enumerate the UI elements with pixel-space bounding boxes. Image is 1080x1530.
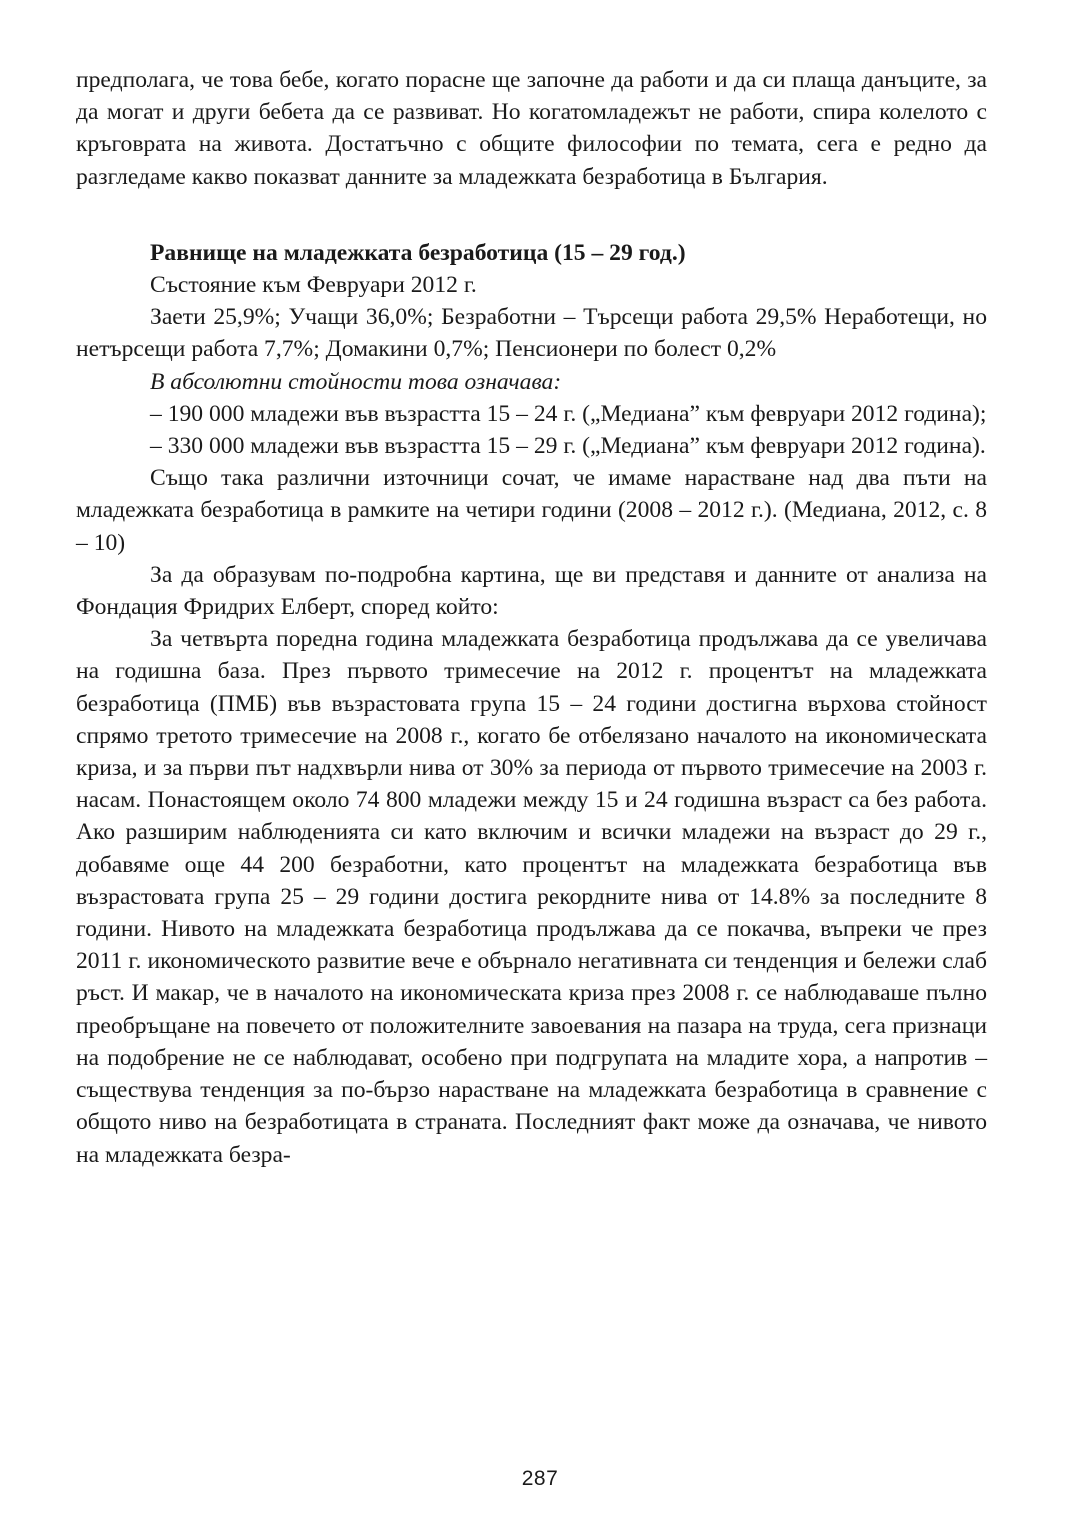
paragraph-absolute-values-lead: В абсолютни стойности това означава: bbox=[150, 368, 562, 395]
paragraph-fes-intro: За да образувам по-подробна картина, ще ви представя и данните от анализа на Фондация Фридрих Елберт, според който: bbox=[76, 561, 987, 621]
list-item-15-29: – 330 000 младежи във възрастта 15 – 29 г. („Медиана” към февруари 2012 година). bbox=[150, 433, 986, 460]
paragraph-status-date: Състояние към Февруари 2012 г. bbox=[150, 272, 477, 299]
paragraph-intro: предполага, че това бебе, когато порасне ще започне да работи и да си плаща данъците, за да могат и други бебета да се развиват. Но когатомладежът не работи, спира колелото с кръговрата на живота. Достатъчно с общите философии по темата, сега е редно да разгледаме какво показват данните за младежката безработица в България. bbox=[76, 67, 987, 190]
page-number: 287 bbox=[521, 1467, 559, 1490]
paragraph-fes-analysis: За четвърта поредна година младежката безработица продължава да се увеличава на годишна база. През първото тримесечие на 2012 г. процентът на младежката безработица (ПМБ) във възрастовата група 15 – 24 години достигна върхова стойност спрямо третото тримесечие на 2008 г., когато бе отбелязано началото на икономическата криза, и за първи път надхвърли нива от 30% за периода от първото тримесечие на 2003 г. насам. Понастоящем около 74 800 младежи между 15 и 24 годишна възраст са без работа. Ако разширим наблюденията си като включим и всички младежи на възраст до 29 г., добавяме още 44 200 безработни, като процентът на младежката безработица във възрастовата група 25 – 29 години достига рекордните нива от 14.8% за последните 8 години. Нивото на младежката безработица продължава да се покачва, въпреки че през 2011 г. икономическото развитие вече е обърнало негативната си тенденция и бележи слаб ръст. И макар, че в началото на икономическата криза през 2008 г. се наблюдаваше пълно преобръщане на повечето от положителните завоевания на пазара на труда, сега признаци на подобрение не се наблюдават, особено при подгрупата на младите хора, а напротив – съществува тенденция за по-бързо нарастване на младежката безработица в сравнение с общото ниво на безработицата в страната. Последният факт може да означава, че нивото на младежката безра- bbox=[76, 626, 987, 1168]
page-body bbox=[76, 64, 987, 1171]
section-heading: Равнище на младежката безработица (15 – 29 год.) bbox=[150, 239, 686, 266]
list-item-15-24: – 190 000 младежи във възрастта 15 – 24 г. („Медиана” към февруари 2012 година); bbox=[150, 400, 987, 427]
paragraph-growth-sources: Също така различни източници сочат, че имаме нарастване над два пъти на младежката безработица в рамките на четири години (2008 – 2012 г.). (Медиана, 2012, с. 8 – 10) bbox=[76, 465, 987, 556]
paragraph-gap bbox=[76, 193, 987, 237]
paragraph-status-breakdown: Заети 25,9%; Учащи 36,0%; Безработни – Търсещи работа 29,5% Неработещи, но нетърсещи работа 7,7%; Домакини 0,7%; Пенсионери по болест 0,2% bbox=[76, 304, 987, 363]
